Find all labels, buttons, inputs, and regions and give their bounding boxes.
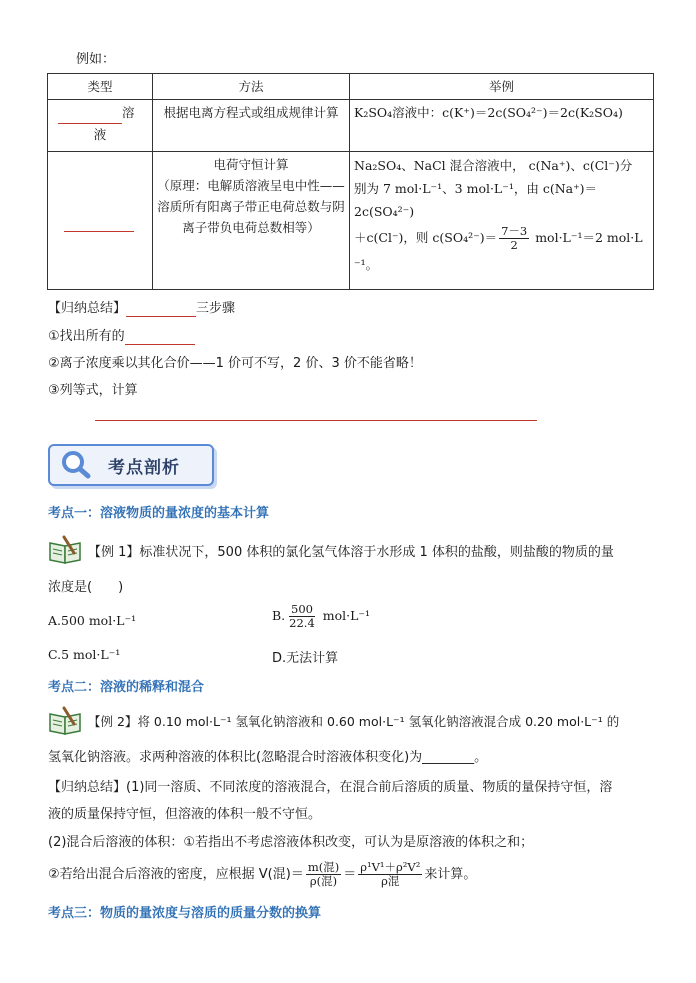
row2-method-note: （原理：电解质溶液呈电中性——溶质所有阳离子带正电荷总数与阴离子带负电荷总数相等） [157,178,345,235]
summary1-heading [48,297,235,317]
magnifier-icon [60,449,94,479]
kd2-formula-f1-num: m(混) [307,860,340,874]
summary1-step3: ③列等式，计算 [48,383,138,398]
kd2-question-text: 将 0.10 mol·L⁻¹ 氢氧化钠溶液和 0.60 mol·L⁻¹ 氢氧化钠溶液混合成 0.20 mol·L⁻¹ 的 [137,714,620,729]
row1-type-text1: 溶 [122,105,135,120]
row1-method: 根据电离方程式或组成规律计算 [153,100,350,152]
row2-example [350,152,654,290]
kd1-question-label: 【例 1】 [88,545,140,560]
kd2-summary-line2: 液的质量保持守恒，但溶液的体积一般不守恒。 [48,807,322,822]
row2-fraction [499,225,529,252]
kd1-option-b-den: 22.4 [289,616,315,630]
kd2-question-label: 【例 2】 [88,714,138,729]
row2-fraction-den: 2 [510,238,518,252]
kd2-summary-line1: 【归纳总结】(1)同一溶质、不同浓度的溶液混合，在混合前后溶质的质量、物质的量保持守恒，溶 [48,780,613,795]
intro-text: 例如： [76,52,116,67]
summary1-suffix: 三步骤 [196,301,236,316]
row2-type [48,152,153,290]
kd2-summary-line4-post: 来计算。 [424,867,477,882]
kd1-title: 考点一：溶液物质的量浓度的基本计算 [48,506,270,521]
table-row [48,152,654,290]
header-example: 举例 [350,74,654,100]
kd2-summary-line3: (2)混合后溶液的体积：①若指出不考虑溶液体积改变，可认为是原溶液的体积之和； [48,835,534,850]
kd1-option-d[interactable]: D.无法计算 [272,651,339,666]
kd2-summary-line4 [48,858,476,892]
summary1-step2: ②离子浓度乘以其化合价——1 价可不写，2 价、3 价不能省略！ [48,356,422,371]
row2-example-line1: Na₂SO₄、NaCl 混合溶液中， c(Na⁺)、c(Cl⁻)分 [354,158,633,173]
kd2-formula-f2-den: ρ混 [381,874,400,888]
row2-example-line4: ⁻¹。 [354,257,379,272]
book-pen-icon [48,535,82,561]
kd2-summary-line4-pre: ②若给出混合后溶液的密度，应根据 V(混)＝ [48,867,304,882]
kd2-formula-f1-den: ρ(混) [309,874,338,888]
banner-title: 考点剖析 [108,458,180,478]
book-pen-icon [48,706,82,732]
row1-type-blank [58,102,122,124]
kd1-option-b-fraction [287,603,317,630]
kd2-question-line2: 氢氧化钠溶液。求两种溶液的体积比(忽略混合时溶液体积变化)为________。 [48,750,488,765]
summary1-step1-blank [125,329,195,345]
kd1-option-c[interactable]: C.5 mol·L⁻¹ [48,647,121,662]
row2-example-line3-pre: ＋c(Cl⁻)，则 c(SO₄²⁻)＝ [354,230,498,245]
section-banner [48,440,218,488]
kd1-option-b-label: B. [272,608,286,623]
kd1-question-line1 [88,541,614,560]
method-table [47,73,654,290]
kd1-question-line2: 浓度是( ) [48,580,124,595]
row2-example-line3-post: mol·L⁻¹＝2 mol·L [535,230,643,245]
summary1-step1-text: ①找出所有的 [48,329,125,344]
kd1-option-b[interactable] [272,603,370,630]
kd1-option-a[interactable]: A.500 mol·L⁻¹ [48,613,137,628]
row2-method [153,152,350,290]
kd2-formula-eq: ＝ [343,867,357,882]
table-header-row [48,74,654,100]
header-type: 类型 [48,74,153,100]
kd2-formula-fraction1 [306,861,341,888]
header-method: 方法 [153,74,350,100]
kd1-option-b-num: 500 [291,602,313,616]
summary1-label: 【归纳总结】 [48,301,127,316]
summary1-blank [126,301,196,317]
row2-fraction-num: 7－3 [501,224,528,238]
row1-type [48,100,153,152]
row2-method-title: 电荷守恒计算 [213,157,289,172]
row2-example-line2: 别为 7 mol·L⁻¹、3 mol·L⁻¹，由 c(Na⁺)＝2c(SO₄²⁻) [354,181,598,219]
row1-type-text2: 液 [93,127,107,142]
kd3-title: 考点三：物质的量浓度与溶质的质量分数的换算 [48,906,322,921]
kd1-option-b-unit: mol·L⁻¹ [322,608,371,623]
summary1-step1 [48,325,195,345]
kd2-formula-f2-num: ρ¹V¹＋ρ²V² [360,860,421,874]
kd2-formula-fraction2 [358,861,422,888]
separator-line [95,420,537,421]
kd1-question-text: 标准状况下，500 体积的氯化氢气体溶于水形成 1 体积的盐酸，则盐酸的物质的量 [139,545,614,560]
table-row [48,100,654,152]
kd2-title: 考点二：溶液的稀释和混合 [48,680,205,695]
kd2-question-line1 [88,712,619,730]
row2-type-blank [64,210,134,232]
row2-example-line3 [354,223,649,253]
row1-example: K₂SO₄溶液中：c(K⁺)＝2c(SO₄²⁻)＝2c(K₂SO₄) [350,100,654,152]
